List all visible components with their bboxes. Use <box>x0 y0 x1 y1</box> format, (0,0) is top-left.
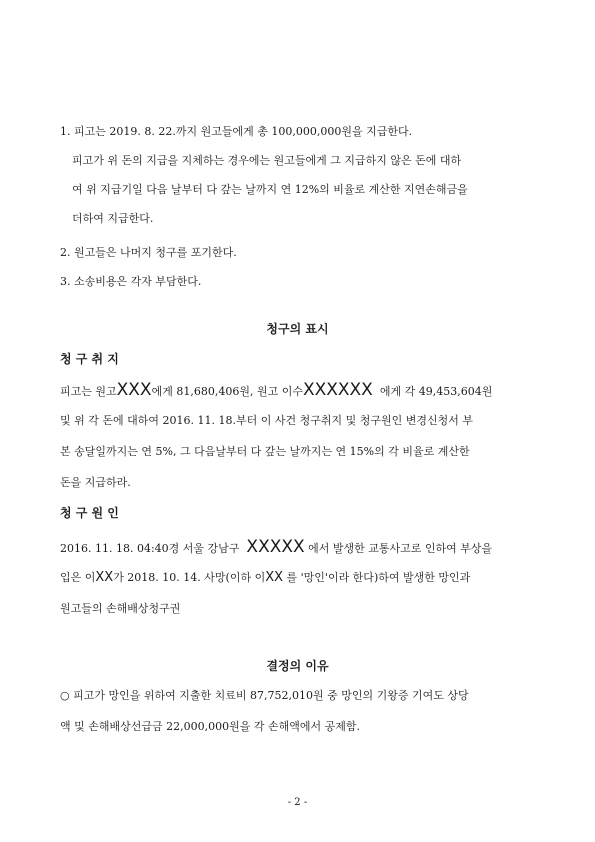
claim-cause-line-1-b: 에서 발생한 교통사고로 인하여 부상을 <box>308 542 493 555</box>
redaction-mark: XX <box>95 570 114 585</box>
claim-purpose-heading: 청 구 취 지 <box>60 352 119 366</box>
claim-cause-line-2-a: 입은 이 <box>60 571 96 584</box>
claim-purpose-line-1-a: 피고는 원고 <box>60 385 117 398</box>
redaction-mark: XXXXXX <box>302 380 373 400</box>
redaction-mark: XXX <box>116 380 152 400</box>
claim-purpose-line-2: 및 위 각 돈에 대하여 2016. 11. 18.부터 이 사건 청구취지 및 청구원인 변경신청서 부 <box>60 414 473 427</box>
order-item-1: 1. 피고는 2019. 8. 22.까지 원고들에게 총 100,000,000원을 지급한다. <box>60 125 413 138</box>
order-item-1-cont-2: 여 위 지급기일 다음 날부터 다 갚는 날까지 연 12%의 비율로 계산한 지연손해금을 <box>72 183 468 196</box>
decision-reason-title: 결정의 이유 <box>266 659 329 673</box>
claim-display-title: 청구의 표시 <box>266 322 329 336</box>
order-item-3: 3. 소송비용은 각자 부담한다. <box>60 275 202 288</box>
claim-purpose-line-1-b: 에게 81,680,406원, 원고 이수 <box>151 385 303 398</box>
claim-cause-line-1-a: 2016. 11. 18. 04:40경 서울 강남구 <box>60 542 240 555</box>
order-item-1-cont-3: 더하여 지급한다. <box>72 212 154 225</box>
decision-reason-line-1: ○ 피고가 망인을 위하여 지출한 치료비 87,752,010원 중 망인의 기왕증 기여도 상당 <box>60 689 469 702</box>
claim-purpose-line-4: 돈을 지급하라. <box>60 476 131 489</box>
decision-reason-line-2: 액 및 손해배상선급금 22,000,000원을 각 손해액에서 공제함. <box>60 720 360 733</box>
redaction-mark: XX <box>265 570 284 585</box>
claim-cause-line-2-c: 를 '망인'이라 한다)하여 발생한 망인과 <box>286 571 471 584</box>
claim-cause-line-2 <box>60 571 470 585</box>
order-item-1-cont-1: 피고가 위 돈의 지급을 지체하는 경우에는 원고들에게 그 지급하지 않은 돈에 대하 <box>72 154 462 167</box>
redaction-mark: XXXXX <box>246 537 305 557</box>
order-item-2: 2. 원고들은 나머지 청구를 포기한다. <box>60 246 237 259</box>
claim-purpose-line-3: 본 송달일까지는 연 5%, 그 다음날부터 다 갚는 날까지는 연 15%의 각 비율로 계산한 <box>60 445 470 458</box>
claim-cause-line-2-b: 가 2018. 10. 14. 사망(이하 이 <box>113 571 266 584</box>
claim-cause-line-1 <box>60 537 493 557</box>
claim-cause-line-3: 원고들의 손해배상청구권 <box>60 602 181 615</box>
claim-purpose-line-1 <box>60 380 493 400</box>
claim-cause-heading: 청 구 원 인 <box>60 506 119 520</box>
claim-purpose-line-1-c: 에게 각 49,453,604원 <box>379 385 493 398</box>
page-number: - 2 - <box>287 797 308 808</box>
